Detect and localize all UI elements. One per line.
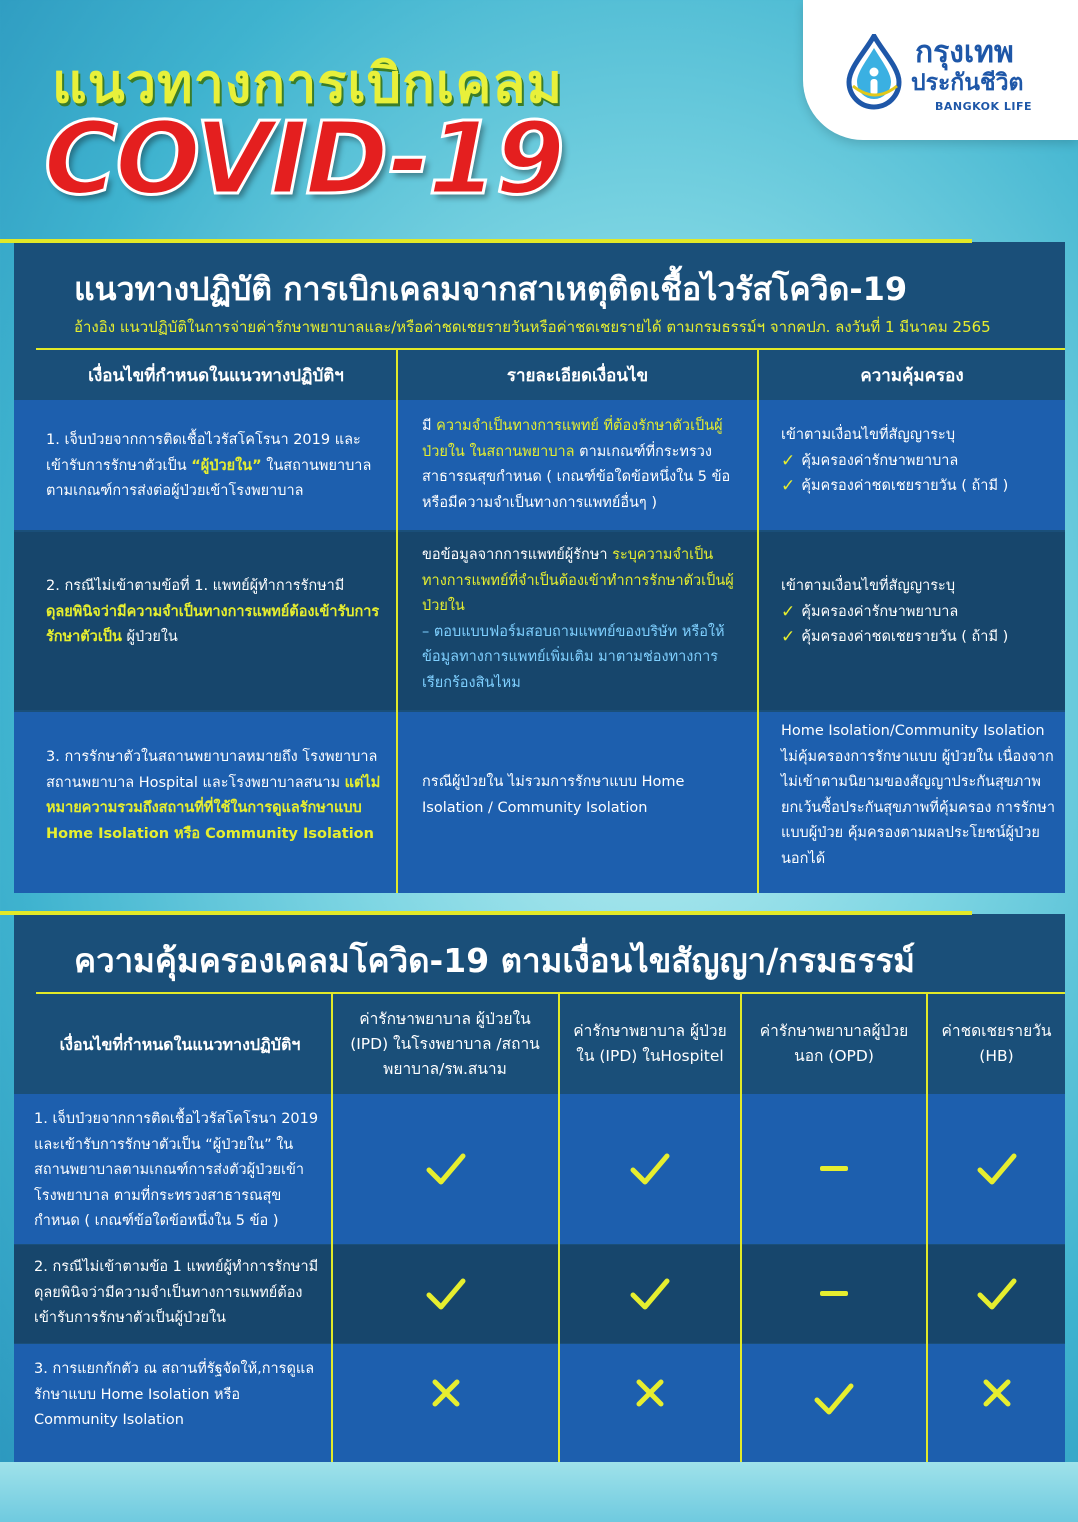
cross-icon (982, 1378, 1012, 1408)
check-icon: ✓ (781, 601, 796, 622)
column-header-detail: รายละเอียดเงื่อนไข (506, 365, 649, 386)
check-icon: ✓ (781, 450, 796, 471)
logo-text-bangkok-life: BANGKOK LIFE (935, 100, 1032, 113)
condition-cell: 2. กรณีไม่เข้าตามข้อที่ 1. แพทย์ผู้ทำการรักษามี ดุลยพินิจว่ามีความจำเป็นทางการแพทย์ต้องเข้ารับการรักษาตัวเป็น ผู้ป่วยใน (46, 578, 380, 645)
detail-cell: กรณีผู้ป่วยใน ไม่รวมการรักษาแบบ Home Isolation / Community Isolation (422, 774, 685, 816)
section1-subtitle: อ้างอิง แนวปฏิบัติในการจ่ายค่ารักษาพยาบาลและ/หรือค่าชดเชยรายวันหรือค่าชดเชยรายได้ ตามกรมธรรม์ฯ จากคปภ. ลงวันที่ 1 มีนาคม 2565 (74, 318, 991, 336)
condition-cell: 3. การรักษาตัวในสถานพยาบาลหมายถึง โรงพยาบาล สถานพยาบาล Hospital และโรงพยาบาลสนาม แต่ไม่หมายความรวมถึงสถานที่ที่ใช้ในการดูแลรักษาแบบ Home Isolation หรือ Community Isolation (46, 749, 381, 842)
section2-title: ความคุ้มครองเคลมโควิด-19 ตามเงื่อนไขสัญญา/กรมธรรม์ (74, 941, 916, 980)
accent-bar (0, 239, 972, 243)
condition-cell: 2. กรณีไม่เข้าตามข้อ 1 แพทย์ผู้ทำการรักษามีดุลยพินิจว่ามีความจำเป็นทางการแพทย์ต้องเข้ารับการรักษาตัวเป็นผู้ป่วยใน (34, 1259, 319, 1326)
check-icon (977, 1277, 1017, 1311)
accent-bar (0, 911, 972, 915)
decorative-background-strip (0, 1462, 1078, 1522)
title-line1: แนวทางการเบิกเคลม (52, 52, 564, 115)
cross-icon (635, 1378, 665, 1408)
section1-title: แนวทางปฏิบัติ การเบิกเคลมจากสาเหตุติดเชื้อไวรัสโควิด-19 (74, 270, 908, 308)
condition-cell: 3. การแยกกักตัว ณ สถานที่รัฐจัดให้,การดูแลรักษาแบบ Home Isolation หรือ Community Isolation (34, 1361, 315, 1428)
coverage-cell: Home Isolation/Community Isolation ไม่คุ้มครองการรักษาแบบ ผู้ป่วยใน เนื่องจากไม่เข้าตามนิยามของสัญญาประกันสุขภาพ ยกเว้นซื้อประกันสุขภาพที่คุ้มครอง การรักษาแบบผู้ป่วย คุ้มครองตามผลประโยชน์ผู้ป่วยนอกได้ (781, 723, 1056, 867)
condition-cell: 1. เจ็บป่วยจากการติดเชื้อไวรัสโคโรนา 2019 และเข้ารับการรักษาตัวเป็น “ผู้ป่วยใน” ในสถานพยาบาลตามเกณฑ์การส่งตัวผู้ป่วยเข้าโรงพยาบาล ตามที่กระทรวงสาธารณสุขกำหนด ( เกณฑ์ข้อใดข้อหนึ่งใน 5 ข้อ ) (34, 1111, 319, 1229)
check-icon (630, 1277, 670, 1311)
condition-cell: 1. เจ็บป่วยจากการติดเชื้อไวรัสโคโรนา 2019 และเข้ารับการรักษาตัวเป็น “ผู้ป่วยใน” ในสถานพยาบาลตามเกณฑ์การส่งต่อผู้ป่วยเข้าโรงพยาบาล (46, 432, 372, 499)
dash-icon (820, 1166, 848, 1172)
water-drop-logo-icon (845, 34, 903, 110)
check-icon: ✓ (781, 627, 796, 647)
detail-cell: ขอข้อมูลจากการแพทย์ผู้รักษา ระบุความจำเป็นทางการแพทย์ที่จำเป็นต้องเข้าทำการรักษาตัวเป็นผู้ป่วยใน – ตอบแบบฟอร์มสอบถามแพทย์ของบริษัท หรือให้ข้อมูลทางการแพทย์เพิ่มเติม มาตามช่องทางการเรียกร้องสินไหม (422, 547, 734, 691)
check-icon: ✓ (781, 476, 796, 496)
logo-text-prakanchiwit: ประกันชีวิต (911, 70, 1024, 96)
column-header-ipd-hospitel: ค่ารักษาพยาบาล ผู้ป่วยใน (IPD) ในHospitel (573, 1022, 727, 1065)
divider (757, 348, 759, 893)
column-header-condition: เงื่อนไขที่กำหนดในแนวทางปฏิบัติฯ (59, 1034, 301, 1054)
column-header-ipd-hospital: ค่ารักษาพยาบาล ผู้ป่วยใน (IPD) ในโรงพยาบาล /สถานพยาบาล/รพ.สนาม (350, 1009, 540, 1078)
check-icon (630, 1152, 670, 1186)
check-icon (426, 1152, 466, 1186)
check-icon (814, 1382, 854, 1416)
column-header-coverage: ความคุ้มครอง (860, 365, 964, 386)
coverage-cell: เข้าตามเงื่อนไขที่สัญญาระบุ ✓ คุ้มครองค่ารักษาพยาบาล ✓ คุ้มครองค่าชดเชยรายวัน ( ถ้ามี ) (781, 423, 1051, 500)
bangkok-life-logo (803, 0, 1078, 140)
column-header-condition: เงื่อนไขที่กำหนดในแนวทางปฏิบัติฯ (88, 365, 344, 386)
detail-cell: มี ความจำเป็นทางการแพทย์ ที่ต้องรักษาตัวเป็นผู้ป่วยใน ในสถานพยาบาล ตามเกณฑ์ที่กระทรวงสาธารณสุขกำหนด ( เกณฑ์ข้อใดข้อหนึ่งใน 5 ข้อ หรือมีความจำเป็นทางการแพทย์อื่นๆ ) (422, 418, 731, 511)
title-covid-19: COVID-19 (44, 100, 563, 217)
coverage-panel (14, 914, 1065, 1462)
column-header-opd: ค่ารักษาพยาบาลผู้ป่วย นอก (OPD) (759, 1022, 909, 1065)
cross-icon (431, 1378, 461, 1408)
column-header-hb: ค่าชดเชยรายวัน (HB) (941, 1022, 1052, 1065)
coverage-cell: เข้าตามเงื่อนไขที่สัญญาระบุ ✓ คุ้มครองค่ารักษาพยาบาล ✓ คุ้มครองค่าชดเชยรายวัน ( ถ้ามี ) (781, 574, 1051, 651)
dash-icon (820, 1291, 848, 1297)
guideline-panel (14, 242, 1065, 893)
check-icon (426, 1277, 466, 1311)
divider (396, 348, 398, 893)
logo-text-krungthep: กรุงเทพ (915, 35, 1014, 70)
check-icon (977, 1152, 1017, 1186)
